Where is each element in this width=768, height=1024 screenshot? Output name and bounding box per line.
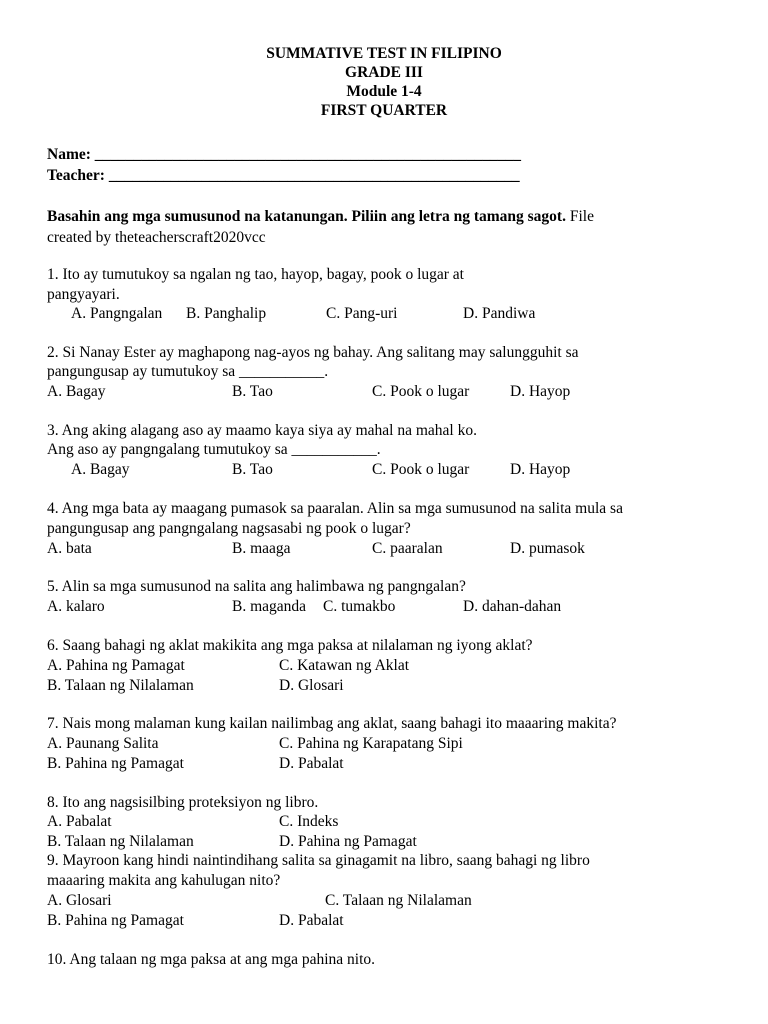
q5-option-a: A. kalaro <box>47 598 105 615</box>
question-10-line-1: 10. Ang talaan ng mga paksa at ang mga pahina nito. <box>47 951 375 968</box>
question-9-line-2: maaaring makita ang kahulugan nito? <box>47 872 281 889</box>
question-3-line-1: 3. Ang aking alagang aso ay maamo kaya siya ay mahal na mahal ko. <box>47 422 477 439</box>
q9-option-b: B. Pahina ng Pamagat <box>47 912 184 929</box>
test-header <box>0 44 768 120</box>
q5-option-c: C. tumakbo <box>323 598 396 615</box>
question-2-line-1: 2. Si Nanay Ester ay maghapong nag-ayos ng bahay. Ang salitang may salungguhit sa <box>47 344 579 361</box>
q7-option-c: C. Pahina ng Karapatang Sipi <box>279 735 463 752</box>
question-7-line-1: 7. Nais mong malaman kung kailan nailimbag ang aklat, saang bahagi ito maaaring makita? <box>47 715 617 732</box>
q7-option-d: D. Pabalat <box>279 755 344 772</box>
q8-option-c: C. Indeks <box>279 813 339 830</box>
q6-option-d: D. Glosari <box>279 677 344 694</box>
q2-option-b: B. Tao <box>232 383 273 400</box>
q9-option-d: D. Pabalat <box>279 912 344 929</box>
q4-option-c: C. paaralan <box>372 540 443 557</box>
q1-option-a: A. Pangngalan <box>71 305 163 322</box>
q7-option-a: A. Paunang Salita <box>47 735 159 752</box>
q5-option-b: B. maganda <box>232 598 307 615</box>
q1-option-c: C. Pang-uri <box>326 305 398 322</box>
q3-option-c: C. Pook o lugar <box>372 461 470 478</box>
question-4-line-2: pangungusap ang pangngalang nagsasabi ng pook o lugar? <box>47 520 411 537</box>
q6-option-a: A. Pahina ng Pamagat <box>47 657 185 674</box>
q4-option-d: D. pumasok <box>510 540 585 557</box>
q1-option-b: B. Panghalip <box>186 305 267 322</box>
instructions-line-1 <box>47 207 594 227</box>
q8-option-b: B. Talaan ng Nilalaman <box>47 833 194 850</box>
question-4-line-1: 4. Ang mga bata ay maagang pumasok sa paaralan. Alin sa mga sumusunod na salita mula sa <box>47 500 623 517</box>
q4-option-b: B. maaga <box>232 540 291 557</box>
q6-option-c: C. Katawan ng Aklat <box>279 657 410 674</box>
question-6-line-1: 6. Saang bahagi ng aklat makikita ang mga paksa at nilalaman ng iyong aklat? <box>47 637 533 654</box>
q3-option-d: D. Hayop <box>510 461 571 478</box>
file-credit-1: File <box>565 208 594 225</box>
grade-level: GRADE III <box>345 64 423 81</box>
question-2-line-2: pangungusap ay tumutukoy sa ___________. <box>47 363 329 380</box>
q9-option-c: C. Talaan ng Nilalaman <box>325 892 472 909</box>
q2-option-a: A. Bagay <box>47 383 106 400</box>
teacher-field: Teacher: _____________________________________________________ <box>47 167 520 184</box>
q2-option-c: C. Pook o lugar <box>372 383 470 400</box>
q8-option-a: A. Pabalat <box>47 813 112 830</box>
question-1-line-2: pangyayari. <box>47 286 120 303</box>
q3-option-b: B. Tao <box>232 461 273 478</box>
q9-option-a: A. Glosari <box>47 892 112 909</box>
question-8-line-1: 8. Ito ang nagsisilbing proteksiyon ng libro. <box>47 794 319 811</box>
file-credit-2: created by theteacherscraft2020vcc <box>47 229 266 246</box>
question-3-line-2: Ang aso ay pangngalang tumutukoy sa ___________. <box>47 441 381 458</box>
quarter-label: FIRST QUARTER <box>320 102 448 119</box>
question-5-line-1: 5. Alin sa mga sumusunod na salita ang halimbawa ng pangngalan? <box>47 578 466 595</box>
q1-option-d: D. Pandiwa <box>463 305 536 322</box>
q8-option-d: D. Pahina ng Pamagat <box>279 833 417 850</box>
test-title: SUMMATIVE TEST IN FILIPINO <box>266 45 502 62</box>
q2-option-d: D. Hayop <box>510 383 571 400</box>
name-field: Name: _______________________________________________________ <box>47 146 522 163</box>
question-1-line-1: 1. Ito ay tumutukoy sa ngalan ng tao, hayop, bagay, pook o lugar at <box>47 266 464 283</box>
q7-option-b: B. Pahina ng Pamagat <box>47 755 184 772</box>
q4-option-a: A. bata <box>47 540 92 557</box>
module-range: Module 1-4 <box>346 83 422 100</box>
q5-option-d: D. dahan-dahan <box>463 598 562 615</box>
q3-option-a: A. Bagay <box>71 461 130 478</box>
instructions-text: Basahin ang mga sumusunod na katanungan. Piliin ang letra ng tamang sagot. <box>47 208 566 225</box>
q6-option-b: B. Talaan ng Nilalaman <box>47 677 194 694</box>
question-9-line-1: 9. Mayroon kang hindi naintindihang salita sa ginagamit na libro, saang bahagi ng libro <box>47 852 590 869</box>
